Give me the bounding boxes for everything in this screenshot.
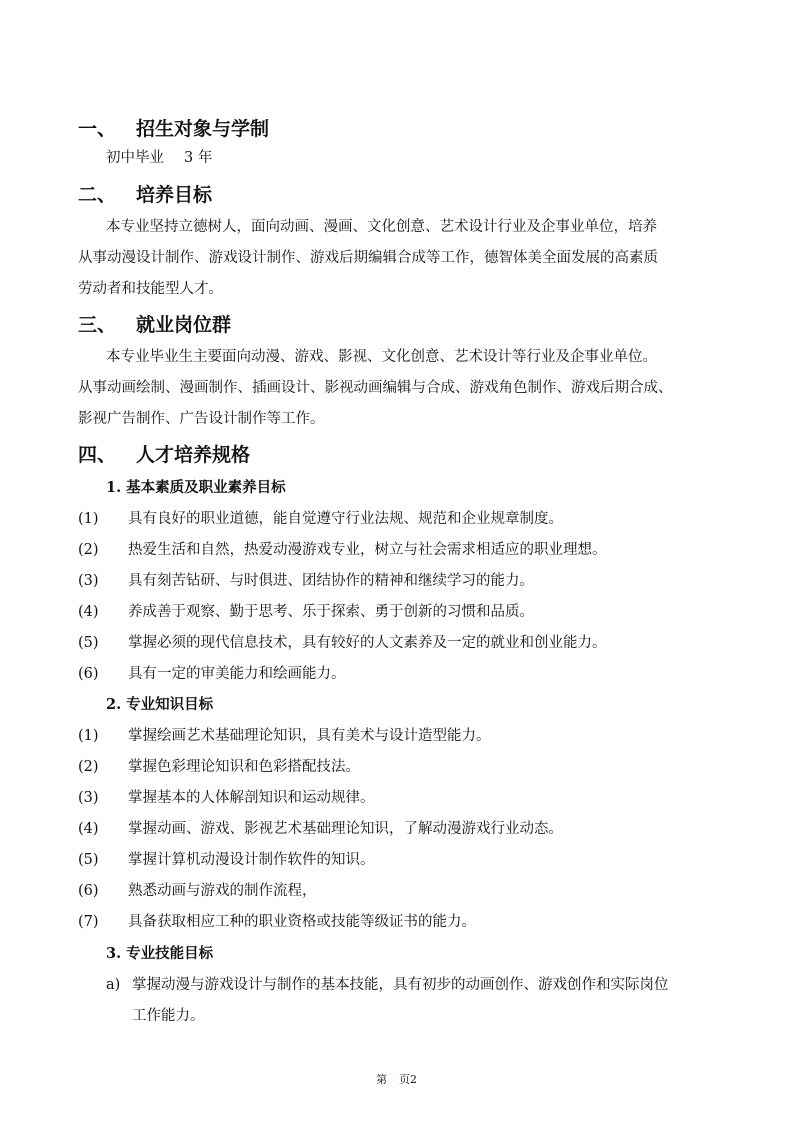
list-item: a) 掌握动漫与游戏设计与制作的基本技能，具有初步的动画创作、游戏创作和实际岗位 <box>106 977 669 993</box>
section-number: 一、 <box>78 118 117 140</box>
enrollment-target: 初中毕业 <box>106 150 164 166</box>
section-title: 招生对象与学制 <box>136 118 270 140</box>
list-item-continuation: 工作能力。 <box>132 1008 205 1024</box>
enrollment-line <box>106 143 746 174</box>
section-heading-1 <box>78 114 269 141</box>
jobs-line-2: 从事动画绘制、漫画制作、插画设计、影视动画编辑与合成、游戏角色制作、游戏后期合成、 <box>78 380 673 396</box>
subsection-heading-1: 1. 基本素质及职业素养目标 <box>106 479 286 496</box>
list-item: (7) 具备获取相应工种的职业资格或技能等级证书的能力。 <box>78 914 476 930</box>
section-title: 人才培养规格 <box>136 444 251 466</box>
footer-left: 第 <box>376 1073 387 1086</box>
enrollment-duration: 3 年 <box>184 150 213 166</box>
section-number: 四、 <box>78 444 117 466</box>
list-item: (4) 养成善于观察、勤于思考、乐于探索、勇于创新的习惯和品质。 <box>78 604 534 620</box>
section-heading-4 <box>78 440 250 467</box>
section-heading-3 <box>78 310 231 337</box>
page-footer <box>0 1071 793 1087</box>
goal-line-1: 本专业坚持立德树人，面向动画、漫画、文化创意、艺术设计行业及企事业单位，培养 <box>106 219 657 235</box>
section-number: 二、 <box>78 184 117 206</box>
section-number: 三、 <box>78 314 117 336</box>
list-item: (1) 具有良好的职业道德，能自觉遵守行业法规、规范和企业规章制度。 <box>78 511 563 527</box>
section-title: 就业岗位群 <box>136 314 232 336</box>
jobs-line-1: 本专业毕业生主要面向动漫、游戏、影视、文化创意、艺术设计等行业及企事业单位。 <box>106 349 657 365</box>
footer-right: 页2 <box>399 1073 417 1086</box>
goal-line-2: 从事动漫设计制作、游戏设计制作、游戏后期编辑合成等工作，德智体美全面发展的高素质 <box>78 250 658 266</box>
goal-line-3: 劳动者和技能型人才。 <box>78 281 223 297</box>
list-item: (3) 具有刻苦钻研、与时俱进、团结协作的精神和继续学习的能力。 <box>78 573 534 589</box>
subsection-heading-3: 3. 专业技能目标 <box>106 945 214 962</box>
list-item: (5) 掌握计算机动漫设计制作软件的知识。 <box>78 852 375 868</box>
section-heading-2 <box>78 180 212 207</box>
subsection-heading-2: 2. 专业知识目标 <box>106 696 214 713</box>
list-item: (1) 掌握绘画艺术基础理论知识，具有美术与设计造型能力。 <box>78 728 491 744</box>
list-item: (2) 热爱生活和自然，热爱动漫游戏专业，树立与社会需求相适应的职业理想。 <box>78 542 607 558</box>
list-item: (3) 掌握基本的人体解剖知识和运动规律。 <box>78 790 375 806</box>
list-item: (5) 掌握必须的现代信息技术，具有较好的人文素养及一定的就业和创业能力。 <box>78 635 607 651</box>
list-item: (6) 具有一定的审美能力和绘画能力。 <box>78 666 346 682</box>
list-item: (2) 掌握色彩理论知识和色彩搭配技法。 <box>78 759 360 775</box>
list-item: (4) 掌握动画、游戏、影视艺术基础理论知识，了解动漫游戏行业动态。 <box>78 821 563 837</box>
list-item: (6) 熟悉动画与游戏的制作流程， <box>78 883 317 899</box>
section-title: 培养目标 <box>136 184 213 206</box>
jobs-line-3: 影视广告制作、广告设计制作等工作。 <box>78 411 325 427</box>
